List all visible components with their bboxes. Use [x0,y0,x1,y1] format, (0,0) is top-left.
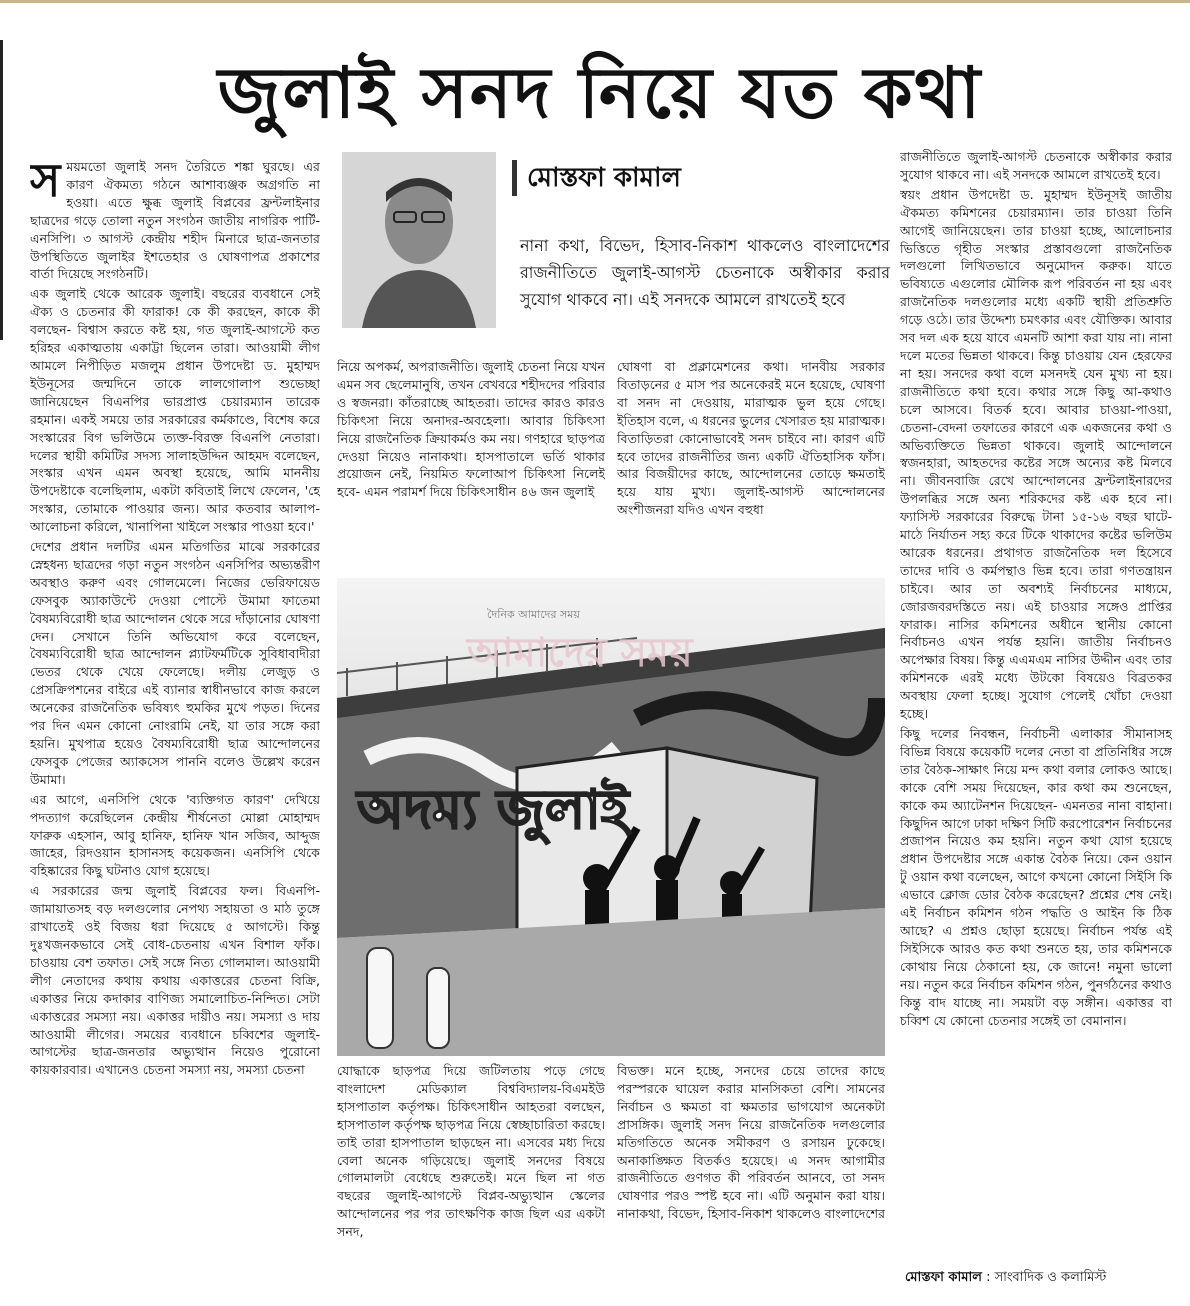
paragraph: কিছু দলের নিবন্ধন, নির্বাচনী এলাকার সীমানাসহ বিভিন্ন বিষয়ে কয়েকটি দলের নেতা বা প্রতিনিধির সঙ্গে তার বৈঠক-সাক্ষাৎ নিয়ে মন্দ কথা বলার লোকও আছে। কাকে বেশি সময় দিয়েছেন, কার কথা কম শুনেছেন, কাকে কম অ্যাটেনশন দিয়েছেন- এমনতর নানা বাহানা। কিছুদিন আগে ঢাকা দক্ষিণ সিটি করপোরেশন নির্বাচনের প্রজাপন নিয়েও কম হয়নি। নতুন কথা যোগ হয়েছে প্রধান উপদেষ্টার সঙ্গে একান্ত বৈঠক নিয়ে। কেন ওয়ান টু ওয়ান কথা বলেছেন, আগে কখনো কোনো সিইসি কি এভাবে ক্লোজ ডোর বৈঠক করেছেন? প্রশ্নের শেষ নেই। এই নির্বাচন কমিশন গঠন পদ্ধতি ও আইন কি ঠিক আছে? এ প্রশ্নও ছোড়া হয়েছে। নির্বাচন পর্যন্ত এই সিইসিকে আরও কত কথা শুনতে হয়, তার কমিশনকে কোথায় নিয়ে ঠেকানো হয়, কে জানে! নমুনা ভালো নয়। নতুন করে নির্বাচন কমিশন গঠন, পুনর্গঠনের কথাও কিন্তু বাদ যাচ্ছে না। সময়টা বড় সঙ্গীন। একাত্তর বা চব্বিশ যে কোনো চেতনার সঙ্গেই তা বেমানান। [900,726,1172,1028]
pull-quote: নানা কথা, বিভেদ, হিসাব-নিকাশ থাকলেও বাংলাদেশের রাজনীতিতে জুলাই-আগস্ট চেতনাকে অস্বীকার করার সুযোগ থাকবে না। এই সনদকে আমলে রাখতেই হবে [520,236,890,309]
column-2-lower [337,1062,605,1286]
author-photo [342,152,496,328]
signature-role: : সাংবাদিক ও কলামিস্ট [981,1270,1107,1285]
column-4 [900,148,1172,1256]
paragraph: দেশের প্রধান দলটির এমন মতিগতির মাঝে সরকারের স্নেহধন্য ছাত্রদের গড়া নতুন সংগঠন এনসিপির অভ্যন্তরীণ অবস্থাও করুণ এবং গোলমেলে। নিজের ভেরিফায়েড ফেসবুক অ্যাকাউন্টে দেওয়া পোস্টে উমামা ফাতেমা বৈষম্যবিরোধী ছাত্র আন্দোলন থেকে সরে দাঁড়ানোর ঘোষণা দেন। সেখানে তিনি অভিযোগ করে বলেছেন, বৈষম্যবিরোধী ছাত্র আন্দোলন প্ল্যাটফর্মটিকে সুবিধাবাদীরা ভেতর থেকে খেয়ে ফেলেছে। দলীয় লেজুড় ও প্রেসক্রিপশনের বাইরে এই ব্যানার স্বাধীনভাবে কাজ করলে অনেকের রাজনৈতিক ভবিষ্যৎ হুমকির মুখে পড়ত। দিনের পর দিন এমন কোনো নোংরামি নেই, যা তার সঙ্গে করা হয়নি। মুখপাত্র হয়েও বৈষম্যবিরোধী ছাত্র আন্দোলনের ফেসবুক পেজের অ্যাকসেস পাননি বলেও উল্লেখ করেন উমামা। [30,539,320,787]
author-portrait-icon [342,152,496,328]
paragraph: সময়মতো জুলাই সনদ তৈরিতে শঙ্কা ঘুরছে। এর কারণ ঐকমত্য গঠনে আশাব্যঞ্জক অগ্রগতি না হওয়া। এতে ক্ষুব্ধ জুলাই বিপ্লবের ফ্রন্টলাইনার ছাত্রদের গড়ে তোলা নতুন সংগঠন জাতীয় নাগরিক পার্টি-এনসিপি। ৩ আগস্ট কেন্দ্রীয় শহীদ মিনারে ছাত্র-জনতার উপস্থিতিতে জুলাইর ইশতেহার ও ঘোষণাপত্র প্রকাশের বার্তা দিয়েছে সংগঠনটি। [30,158,320,282]
author-signature [905,1268,1106,1289]
paragraph: এর আগে, এনসিপি থেকে 'ব্যক্তিগত কারণ' দেখিয়ে পদত্যাগ করেছিলেন কেন্দ্রীয় শীর্ষনেতা মোল্লা মোহাম্মদ ফারুক এহসান, আবু হানিফ, হানিফ খান সজিব, আব্দুজ জাহের, রিদওয়ান হাসানসহ কয়েকজন। এনসিপি থেকে বহিষ্কারের কিছু ঘটনাও যোগ হয়েছে। [30,791,320,879]
paragraph: নিয়ে অপকর্ম, অপরাজনীতি। জুলাই চেতনা নিয়ে যখন এমন সব ছেলেমানুষি, তখন বেখবরে শহীদদের পরিবার ও স্বজনরা। কাঁতরাচ্ছে আহতরা। তাদের কারও কারও চিকিৎসা নিয়ে অনাদর-অবহেলা। আবার চিকিৎসা নিয়ে রাজনৈতিক ক্রিয়াকর্মও কম নয়। গণহারে ছাড়পত্র দেওয়া নিয়েও নানাকথা। হাসপাতালে ভর্তি থাকার প্রয়োজন নেই, নিয়মিত ফলোআপ চিকিৎসা নিলেই হবে- এমন পরামর্শ দিয়ে চিকিৎসাধীন ৪৬ জন জুলাই [337,359,605,500]
paragraph: এক জুলাই থেকে আরেক জুলাই। বছরের ব্যবধানে সেই ঐক্য ও চেতনার কী ফারাক! কে কী করছেন, কাকে কী বলছেন- বিশ্বাস করতে কষ্ট হয়, গত জুলাই-আগস্টে কত হরিহর একাত্মতায় একাট্টা ছিলেন তারা। আওয়ামী লীগ আমলে নিপীড়িত মজলুম প্রধান উপদেষ্টা ড. মুহাম্মদ ইউনূসের জন্মদিনে তাকে লালগোলাপ শুভেচ্ছা জানিয়েছেন বিএনপির ভারপ্রাপ্ত চেয়ারম্যান তারেক রহমান। একই সময়ে তার সরকারের কর্মকাণ্ডে, বিশেষ করে সংস্কারের বিগ ভলিউমে ত্যক্ত-বিরক্ত বিএনপি নেতারা। দলের স্থায়ী কমিটির সদস্য সালাহউদ্দিন আহমদ বলেছেন, সংস্কার এখন এমন অবস্থা হয়েছে, আমি মাননীয় উপদেষ্টাকে বলেছিলাম, একটা কবিতাই লিখে ফেলেন, 'হে সংস্কার, তোমাকে পাওয়ার জন্য। আর কতবার আলাপ-আলোচনা করিলে, খানাপিনা খাইলে সংস্কার পাওয়া হবে।' [30,286,320,535]
column-1 [30,158,320,1286]
watermark-small: দৈনিক আমাদের সময় [487,608,580,621]
paragraph: রাজনীতিতে জুলাই-আগস্ট চেতনাকে অস্বীকার করার সুযোগ থাকবে না। এই সনদকে আমলে রাখতেই হবে। [900,149,1172,182]
graffiti-text: অদম্য জুলাই [357,778,629,841]
graffiti-wall-icon [337,578,885,1056]
byline: মোস্তফা কামাল [512,160,681,196]
column-2-upper [337,358,605,572]
graffiti-illustration [337,578,885,1056]
paragraph: ঘোষণা বা প্রক্লামেশনের কথা। দানবীয় সরকার বিতাড়নের ৫ মাস পর অনেকেরই মনে হয়েছে, ঘোষণা বা সনদ না দেওয়ায়, মারাত্মক ভুল হয়ে গেছে। ইতিহাস বলে, এ ধরনের ভুলের খেসারত হয় মারাত্মক। বিতাড়িতরা কোনোভাবেই সনদ চাইবে না। কারণ এটি হবে তাদের রাজনীতির জন্য একটি ঐতিহাসিক ফাঁস। আর বিজয়ীদের কাছে, আন্দোলনের তোড়ে ক্ষমতাই হয়ে যায় মুখ্য। জুলাই-আগস্ট আন্দোলনের অংশীজনরা যদিও এখন বহুধা [617,359,885,518]
column-3-upper [617,358,885,572]
paragraph: বিভক্ত। মনে হচ্ছে, সনদের চেয়ে তাদের কাছে পরস্পরকে ঘায়েল করার মানসিকতা বেশি। সামনের নির্বাচন ও ক্ষমতা বা ক্ষমতার ভাগযোগ অনেকটা প্রাসঙ্গিক। জুলাই সনদ নিয়ে রাজনৈতিক দলগুলোর মতিগতিতে অনেক সমীকরণ ও রসায়ন ঢুকেছে। অনাকাঙ্ক্ষিত বিতর্কও হয়েছে। এ সনদ আগামীর রাজনীতিতে গুণগত কী পরিবর্তন আনবে, তা সনদ ঘোষণার পরও স্পষ্ট হবে না। এটি অনুমান করা যায়। নানাকথা, বিভেদ, হিসাব-নিকাশ থাকলেও বাংলাদেশের [617,1063,885,1222]
paragraph: যোদ্ধাকে ছাড়পত্র দিয়ে জটিলতায় পড়ে গেছে বাংলাদেশ মেডিক্যাল বিশ্ববিদ্যালয়-বিএমইউ হাসপাতাল কর্তৃপক্ষ। চিকিৎসাধীন আহতরা বলছেন, হাসপাতাল কর্তৃপক্ষ ছাড়পত্র নিয়ে স্বেচ্ছাচারিতা করছে। তাই তারা হাসপাতাল ছাড়ছেন না। এসবের মধ্য দিয়ে বেলা অনেক গড়িয়েছে। জুলাই সনদের বিষয়ে গোলমালটা বেধেছে শুরুতেই। মনে ছিল না গত বছরের জুলাই-আগস্টে বিপ্লব-অভ্যুত্থান স্কেলের আন্দোলনের পর পর তাৎক্ষণিক কাজ ছিল এর একটা সনদ, [337,1063,605,1240]
top-rule [0,0,1190,3]
paragraph: এ সরকারের জন্ম জুলাই বিপ্লবের ফল। বিএনপি-জামায়াতসহ বড় দলগুলোর নেপথ্য সহায়তা ও মাঠ তুঙ্গে রাখাতেই ওই বিজয় ধরা দিয়েছে ৫ আগস্টে। কিন্তু দুঃখজনকভাবে সেই বোধ-চেতনায় এখন বিশাল ফাঁক। চাওয়ায় বেশ তফাত। সেই সঙ্গে নিত্য গোলমাল। আওয়ামী লীগ নেতাদের কথায় কথায় একাত্তরের চেতনা বিক্রি, একাত্তর নিয়ে কদাকার বাণিজ্য সমালোচিত-নিন্দিত। সেটা একাত্তরের সমস্যা নয়। একাত্তর দায়ীও নয়। সমস্যা ও দায় আওয়ামী লীগের। সময়ের ব্যবধানে চব্বিশের জুলাই-আগস্টের ছাত্র-জনতার অভ্যুত্থান নিয়েও পুরোনো কায়কারবার। এখানেও চেতনা সমস্যা নয়, সমস্যা চেতনা [30,883,320,1078]
watermark: আমাদের সময় [467,630,693,676]
paragraph: স্বয়ং প্রধান উপদেষ্টা ড. মুহাম্মদ ইউনূসই জাতীয় ঐকমত্য কমিশনের চেয়ারম্যান। তার চাওয়া তিনি আগেই জানিয়েছেন। তার চাওয়া হচ্ছে, আলোচনার ভিত্তিতে গৃহীত সংস্কার প্রস্তাবগুলো রাজনৈতিক দলগুলো লিখিতভাবে অনুমোদন করুক। যাতে ভবিষ্যতে এগুলোর মৌলিক রূপ পরিবর্তন না হয় এবং রাজনৈতিক দলগুলোর মধ্যে একটি স্থায়ী প্রতিশ্রুতি গড়ে ওঠে। তার উদ্দেশ্য চমৎকার এবং যৌক্তিক। আবার সব দল এক হয়ে যাবে এমনটি আশা করা যায় না। নানা দলে মতের ভিন্নতা থাকবে। কিন্তু চাওয়ায় যেন হেরফের না হয়। সনদের কথা বলে মসনদই যেন মুখ্য না হয়। রাজনীতিতে কথা হবে। কথার সঙ্গে কিছু আ-কথাও চলে আসবে। বিতর্ক হবে। আবার চাওয়া-পাওয়া, চেতনা-বেদনা তফাতের কারণে এক একজনের কথা ও অভিব্যক্তিতে ভিন্নতা থাকবে। জুলাই আন্দোলনে স্বজনহারা, আহতদের কষ্টের সঙ্গে অন্যের কষ্ট মিলবে না। জীবনবাজি রেখে আন্দোলনের ফ্রন্টলাইনারদের উপলব্ধির সঙ্গে অন্য শরিকদের কষ্ট এক হবে না। ফ্যাসিস্ট সরকারের বিরুদ্ধে টানা ১৫-১৬ বছর ঘাটে-মাঠে নির্যাতন সহ্য করে টিকে থাকাদের কষ্টের ভলিউম আরেক ধরনের। প্রথাগত রাজনৈতিক দল হিসেবে তাদের দাবি ও কর্মপন্থাও ভিন্ন হবে। তারা গণতন্ত্রায়ন চাইবে। আর তা অবশ্যই নির্বাচনের মাধ্যমে, জোরজবরদস্তিতে নয়। এই চাওয়ার সঙ্গেও প্রাপ্তির ফারাক। নাসির কমিশনের অধীনে স্থানীয় কোনো নির্বাচনও এখন পর্যন্ত হয়নি। জাতীয় নির্বাচনও অপেক্ষার বিষয়। কিন্তু এএমএম নাসির উদ্দীন এবং তার কমিশনকে এরই মধ্যে উটকো বিষয়েও বিব্রতকর অবস্থায় ফেলা হচ্ছে। সুযোগ পেলেই খোঁচা দেওয়া হচ্ছে। [900,186,1172,722]
drop-cap: স [30,158,61,207]
headline: জুলাই সনদ নিয়ে যত কথা [217,52,983,134]
column-3-lower [617,1062,885,1286]
left-rule [0,40,3,340]
signature-name: মোস্তফা কামাল [905,1270,982,1285]
